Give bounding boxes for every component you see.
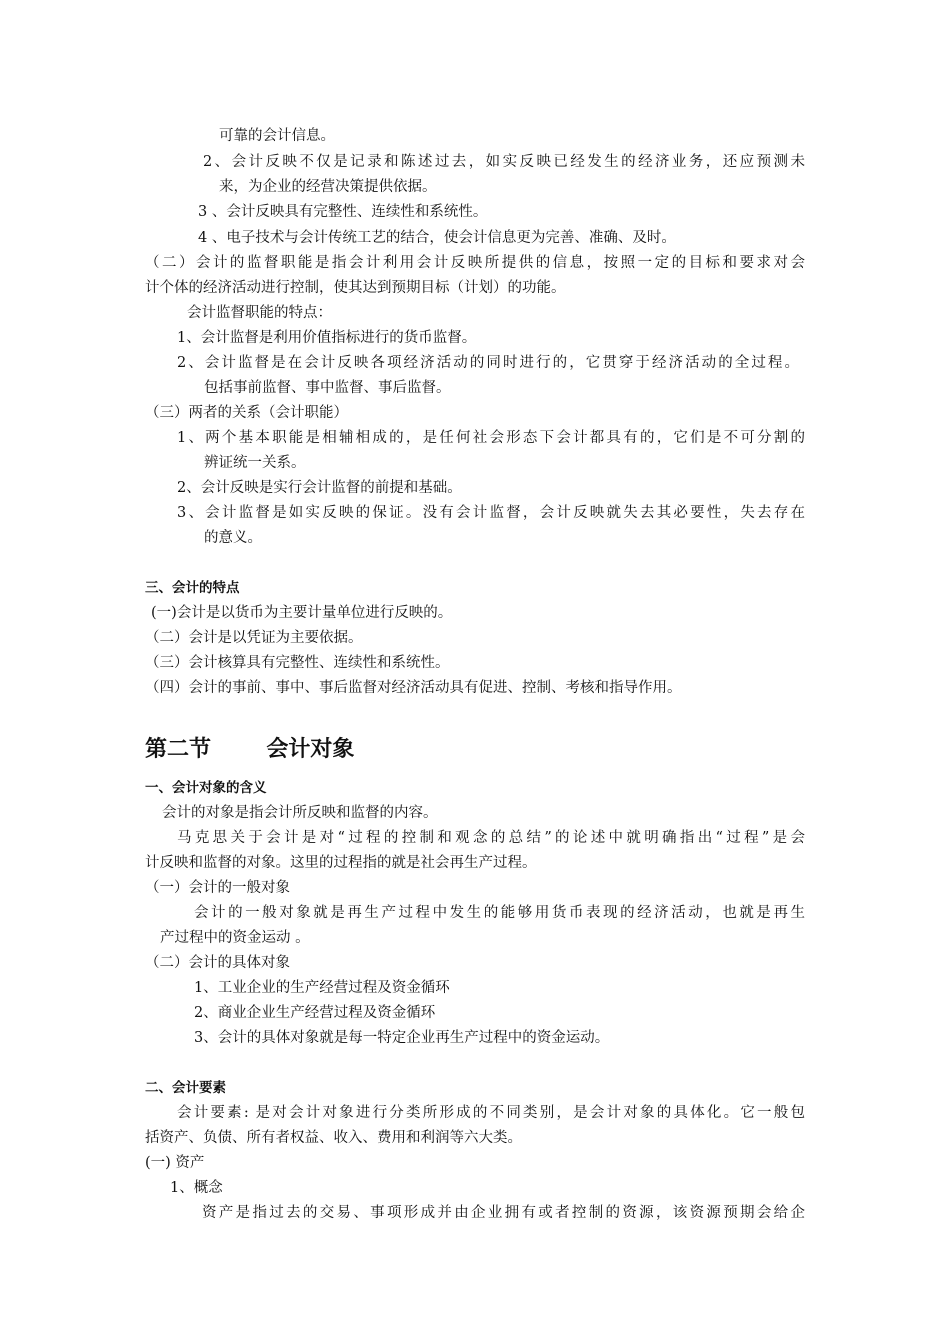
paragraph-line: 计反映和监督的对象。这里的过程指的就是社会再生产过程。 — [145, 855, 537, 871]
subheading: （三）两者的关系（会计职能） — [145, 405, 348, 421]
paragraph-line: 会计的对象是指会计所反映和监督的内容。 — [162, 805, 438, 821]
paragraph-line: 的意义。 — [204, 530, 262, 546]
paragraph-line: 产过程中的资金运动 。 — [160, 930, 310, 946]
chapter-section-number: 第二节 — [145, 737, 212, 762]
paragraph-line: 辨证统一关系。 — [204, 455, 306, 471]
subheading: （二）会计的具体对象 — [145, 955, 290, 971]
chapter-heading — [145, 737, 354, 763]
list-item: 3 、会计反映具有完整性、连续性和系统性。 — [198, 204, 488, 220]
paragraph-line: 包括事前监督、事中监督、事后监督。 — [204, 380, 451, 396]
paragraph-line: （二）会计的监督职能是指会计利用会计反映所提供的信息，按照一定的目标和要求对会 — [145, 255, 805, 271]
paragraph-line: 马克思关于会计是对“过程的控制和观念的总结”的论述中就明确指出“过程”是会 — [177, 830, 805, 846]
list-item: 3、会计监督是如实反映的保证。没有会计监督，会计反映就失去其必要性，失去存在 — [177, 505, 805, 521]
section-heading: 三、会计的特点 — [145, 580, 240, 596]
list-item: （四）会计的事前、事中、事后监督对经济活动具有促进、控制、考核和指导作用。 — [145, 680, 682, 696]
paragraph-line: 括资产、负债、所有者权益、收入、费用和利润等六大类。 — [145, 1130, 522, 1146]
paragraph-line: 会计监督职能的特点： — [187, 305, 332, 321]
list-item: 2、会计监督是在会计反映各项经济活动的同时进行的，它贯穿于经济活动的全过程。 — [177, 355, 799, 371]
list-item: 3、会计的具体对象就是每一特定企业再生产过程中的资金运动。 — [194, 1030, 610, 1046]
list-item: （三）会计核算具有完整性、连续性和系统性。 — [145, 655, 450, 671]
paragraph-line: 计个体的经济活动进行控制，使其达到预期目标（计划）的功能。 — [145, 280, 566, 296]
paragraph-line: 来，为企业的经营决策提供依据。 — [219, 179, 437, 195]
section-heading: 二、会计要素 — [145, 1080, 226, 1096]
chapter-title: 会计对象 — [266, 737, 355, 762]
list-item: 2、会计反映不仅是记录和陈述过去，如实反映已经发生的经济业务，还应预测未 — [203, 154, 805, 170]
list-item: 1、两个基本职能是相辅相成的，是任何社会形态下会计都具有的，它们是不可分割的 — [177, 430, 805, 446]
paragraph-line: 资产是指过去的交易、事项形成并由企业拥有或者控制的资源，该资源预期会给企 — [202, 1205, 805, 1221]
paragraph-line: 可靠的会计信息。 — [219, 128, 335, 144]
list-item: 1、会计监督是利用价值指标进行的货币监督。 — [177, 330, 477, 346]
subheading: （一）会计的一般对象 — [145, 880, 290, 896]
list-item: （二）会计是以凭证为主要依据。 — [145, 630, 363, 646]
paragraph-line: 会计要素: 是对会计对象进行分类所形成的不同类别，是会计对象的具体化。它一般包 — [177, 1105, 805, 1121]
list-item: 4 、电子技术与会计传统工艺的结合，使会计信息更为完善、准确、及时。 — [198, 230, 676, 246]
paragraph-line: 会计的一般对象就是再生产过程中发生的能够用货币表现的经济活动，也就是再生 — [194, 905, 805, 921]
list-item: 1、概念 — [170, 1180, 223, 1196]
list-item: 2、会计反映是实行会计监督的前提和基础。 — [177, 480, 462, 496]
list-item: 2、商业企业生产经营过程及资金循环 — [194, 1005, 436, 1021]
subheading: (一) 资产 — [145, 1155, 205, 1171]
section-heading: 一、会计对象的含义 — [145, 780, 267, 796]
list-item: (一)会计是以货币为主要计量单位进行反映的。 — [151, 605, 453, 621]
list-item: 1、工业企业的生产经营过程及资金循环 — [194, 980, 450, 996]
